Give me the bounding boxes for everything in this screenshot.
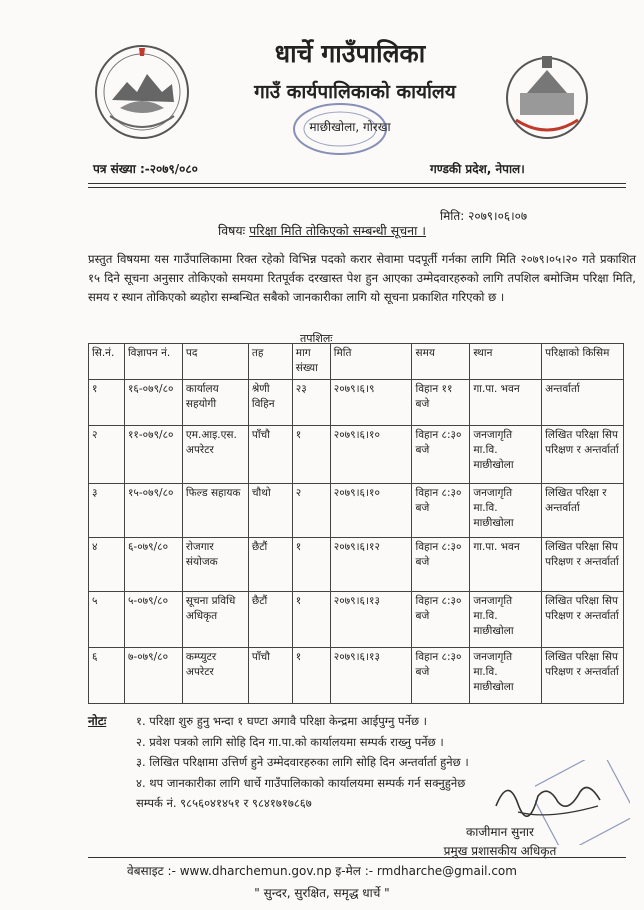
table-cell: ११-०७९/८० [124, 426, 182, 484]
reference-number: पत्र संख्या :-२०७९/०८० [93, 162, 198, 176]
table-cell: १ [292, 592, 330, 648]
footer-slogan: " सुन्दर, सुरक्षित, समृद्ध धार्चे " [254, 886, 390, 900]
table-cell: २०७९।६।९ [330, 380, 412, 426]
table-cell: ३ [89, 484, 125, 538]
table-cell: जनजागृति मा.वि. माछीखोला [470, 426, 542, 484]
municipality-name: धार्चे गाउँपालिका [274, 39, 426, 68]
table-row [89, 648, 624, 704]
table-cell: जनजागृति मा.वि. माछीखोला [470, 484, 542, 538]
note-item: ३. लिखित परिक्षामा उत्तिर्ण हुने उम्मेदवारहरुका लागि सोहि दिन अन्तर्वार्ता हुनेछ । [136, 755, 469, 769]
municipality-logo [502, 48, 592, 143]
table-cell: विहान ८:३० बजे [412, 648, 470, 704]
table-cell: छैटौं [248, 592, 292, 648]
notice-body: प्रस्तुत विषयमा यस गाउँपालिकामा रिक्त रहेको विभिन्न पदको करार सेवामा पदपूर्ती गर्नका लागि मिति २०७९।०५।२० गते प्रकाशित १५ दिने सूचना अनुसार तोकिएको समयमा रितपूर्वक दरखास्त पेश हुन आएका उम्मेदवारहरुको लागि तपशिल बमोजिम परिक्षा मिति, समय र स्थान तोकिएको ब्यहोरा सम्बन्धित सबैको जानकारीका लागि यो सूचना प्रकाशित गरिएको छ । [88, 252, 636, 304]
table-row [89, 538, 624, 592]
header-divider-second [88, 187, 626, 188]
table-cell: विहान ११ बजे [412, 380, 470, 426]
note-item: १. परिक्षा शुरु हुनु भन्दा १ घण्टा अगावै परिक्षा केन्द्रमा आईपुग्नु पर्नेछ । [136, 714, 428, 728]
province-label: गण्डकी प्रदेश, नेपाल। [430, 162, 525, 176]
header-cell: मिति [330, 344, 412, 380]
table-cell: गा.पा. भवन [470, 380, 542, 426]
office-seal-stamp [290, 100, 390, 158]
notice-subject [0, 222, 644, 239]
table-cell: अन्तर्वार्ता [542, 380, 624, 426]
table-cell: १ [292, 538, 330, 592]
table-row [89, 426, 624, 484]
table-cell: कार्यालय सहयोगी [182, 380, 248, 426]
table-header-row [89, 344, 624, 380]
footer-contact: वेबसाइट :- www.dharchemun.gov.np इ-मेल :- rmdharche@gmail.com [127, 864, 517, 878]
table-cell: २०७९।६।१३ [330, 592, 412, 648]
notes-label: नोटः [88, 714, 107, 728]
header-divider [88, 183, 626, 184]
table-cell: २०७९।६।१० [330, 484, 412, 538]
table-cell: गा.पा. भवन [470, 538, 542, 592]
table-cell: लिखित परिक्षा सिप परिक्षण र अन्तर्वार्ता [542, 648, 624, 704]
subject-label: विषयः [217, 223, 246, 238]
table-cell: विहान ८:३० बजे [412, 426, 470, 484]
table-cell: २३ [292, 380, 330, 426]
table-cell: २०७९।६।१३ [330, 648, 412, 704]
header-cell: स्थान [470, 344, 542, 380]
office-location: माछीखोला, गोरखा [309, 120, 391, 134]
table-cell: एम.आइ.एस. अपरेटर [182, 426, 248, 484]
header-cell: माग संख्या [292, 344, 330, 380]
table-cell: २ [89, 426, 125, 484]
table-cell: २ [292, 484, 330, 538]
exam-schedule-table [88, 343, 624, 704]
signatory-name: काजीमान सुनार [466, 825, 534, 839]
table-cell: १६-०७९/८० [124, 380, 182, 426]
footer-divider [88, 857, 626, 858]
nepal-government-emblem [92, 42, 192, 142]
table-cell: रोजगार संयोजक [182, 538, 248, 592]
subject-text: परिक्षा मिति तोकिएको सम्बन्धी सूचना । [249, 223, 427, 238]
table-cell: १ [292, 426, 330, 484]
table-cell: १५-०७९/८० [124, 484, 182, 538]
table-cell: २०७९।६।१० [330, 426, 412, 484]
note-item: सम्पर्क नं. ९८५६०४१४५१ र ९८४१७१७८६७ [136, 796, 312, 810]
table-cell: ६ [89, 648, 125, 704]
table-cell: पाँचौ [248, 426, 292, 484]
table-cell: ७-०७९/८० [124, 648, 182, 704]
table-cell: १ [89, 380, 125, 426]
notice-date: मिति: २०७९।०६।०७ [440, 209, 528, 223]
table-cell: जनजागृति मा.वि. माछीखोला [470, 592, 542, 648]
table-cell: विहान ८:३० बजे [412, 592, 470, 648]
table-cell: कम्प्युटर अपरेटर [182, 648, 248, 704]
table-cell: श्रेणी विहिन [248, 380, 292, 426]
header-cell: विज्ञापन नं. [124, 344, 182, 380]
office-name: गाउँ कार्यपालिकाको कार्यालय [254, 81, 456, 103]
note-item: २. प्रवेश पत्रको लागि सोहि दिन गा.पा.को कार्यालयमा सम्पर्क राख्नु पर्नेछ । [136, 734, 444, 749]
header-cell: तह [248, 344, 292, 380]
header-cell: पद [182, 344, 248, 380]
table-row [89, 484, 624, 538]
table-cell: छैटौं [248, 538, 292, 592]
table-cell: १ [292, 648, 330, 704]
table-cell: पाँचौ [248, 648, 292, 704]
table-cell: ४ [89, 538, 125, 592]
table-cell: चौथो [248, 484, 292, 538]
note-item: ४. थप जानकारीका लागि धार्चे गाउँपालिकाको कार्यालयमा सम्पर्क गर्न सक्नुहुनेछ [136, 775, 466, 790]
table-cell: लिखित परिक्षा सिप परिक्षण र अन्तर्वार्ता [542, 592, 624, 648]
table-cell: सूचना प्रविधि अधिकृत [182, 592, 248, 648]
table-cell: लिखित परिक्षा र अन्तर्वार्ता [542, 484, 624, 538]
header-cell: परिक्षाको किसिम [542, 344, 624, 380]
table-cell: २०७९।६।१२ [330, 538, 412, 592]
table-row [89, 380, 624, 426]
table-cell: ५-०७९/८० [124, 592, 182, 648]
table-cell: ६-०७९/८० [124, 538, 182, 592]
table-cell: फिल्ड सहायक [182, 484, 248, 538]
header-cell: सि.नं. [89, 344, 125, 380]
table-cell: लिखित परिक्षा सिप परिक्षण र अन्तर्वार्ता [542, 426, 624, 484]
signatory-title: प्रमुख प्रशासकीय अधिकृत [443, 844, 557, 858]
table-cell: विहान ८:३० बजे [412, 484, 470, 538]
table-cell: विहान ८:३० बजे [412, 538, 470, 592]
table-cell: जनजागृति मा.वि. माछीखोला [470, 648, 542, 704]
table-cell: लिखित परिक्षा सिप परिक्षण र अन्तर्वार्ता [542, 538, 624, 592]
table-caption: तपशिलः [300, 332, 333, 345]
table-row [89, 592, 624, 648]
header-cell: समय [412, 344, 470, 380]
table-cell: ५ [89, 592, 125, 648]
